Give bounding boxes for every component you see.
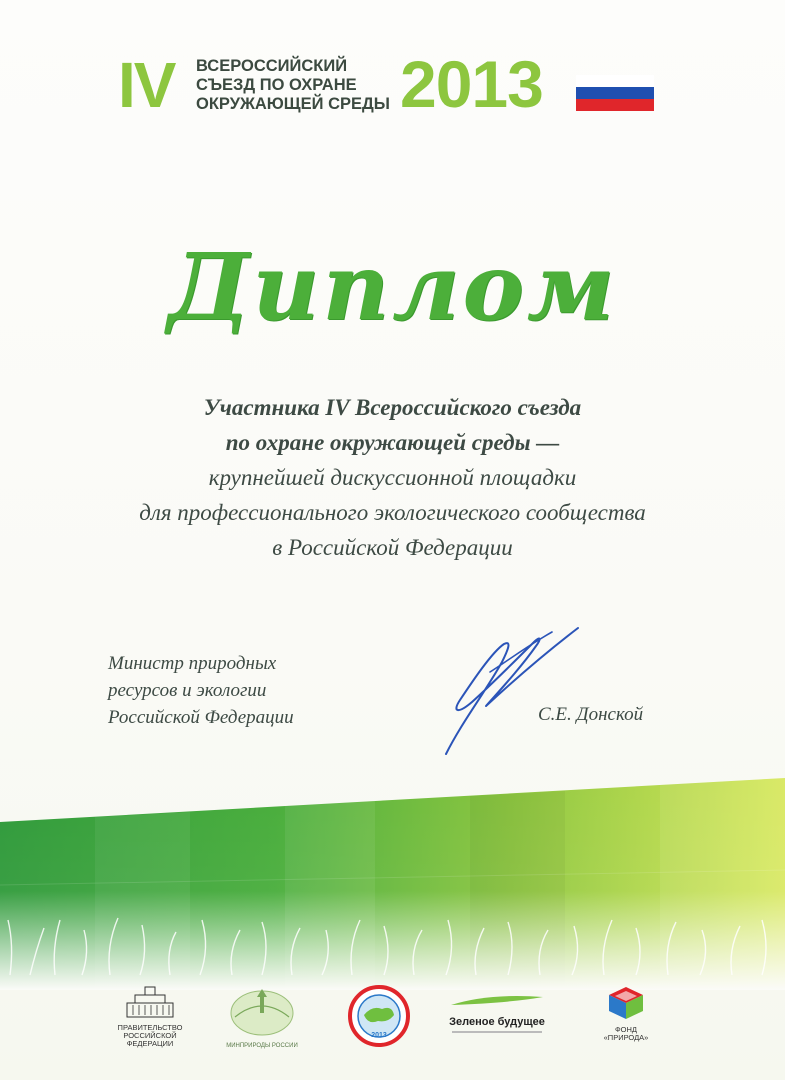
body-line: в Российской Федерации <box>272 535 513 560</box>
partner-logos <box>0 985 785 1065</box>
ministry-emblem-icon <box>229 987 295 1037</box>
fund-priroda-logo <box>596 985 656 1042</box>
congress-badge-year: 2013 <box>371 1032 387 1039</box>
signer-position <box>108 650 294 731</box>
roman-numeral: IV <box>118 49 175 121</box>
fund-logo-line: «ПРИРОДА» <box>603 1033 649 1042</box>
diploma-body <box>40 390 745 565</box>
green-grass-band <box>0 770 785 990</box>
green-future-logo <box>448 991 546 1033</box>
diploma-title: Диплом <box>167 233 618 341</box>
green-future-subtitle-line <box>452 1031 542 1033</box>
government-logo-line: РОССИЙСКОЙ <box>123 1031 177 1040</box>
body-line: для профессионального экологического сообщества <box>139 500 646 525</box>
handwritten-signature <box>432 622 592 762</box>
government-logo-line: ФЕДЕРАЦИИ <box>126 1039 174 1048</box>
flag-stripe-blue <box>576 87 654 99</box>
congress-header <box>118 47 658 125</box>
ministry-logo-text: МИНПРИРОДЫ РОССИИ <box>226 1043 298 1049</box>
fund-logo-line: ФОНД <box>614 1025 638 1034</box>
russian-flag-icon <box>576 75 654 111</box>
congress-badge-icon <box>348 985 410 1047</box>
congress-year: 2013 <box>400 47 543 121</box>
fund-cube-icon <box>607 985 645 1021</box>
congress-title-line: СЪЕЗД ПО ОХРАНЕ <box>196 76 357 94</box>
signer-position-line: Российской Федерации <box>108 707 294 728</box>
congress-title-line: ОКРУЖАЮЩЕЙ СРЕДЫ <box>196 95 390 113</box>
government-logo <box>115 985 185 1048</box>
congress-badge-logo <box>344 985 414 1052</box>
signer-name: С.Е. Донской <box>538 704 644 725</box>
body-line: крупнейшей дискуссионной площадки <box>208 465 577 490</box>
green-leaf-stroke-icon <box>449 991 545 1011</box>
government-building-icon <box>125 985 175 1019</box>
signer-position-line: ресурсов и экологии <box>108 680 267 701</box>
flag-stripe-white <box>576 75 654 87</box>
body-line: по охране окружающей среды — <box>225 430 560 455</box>
ministry-logo <box>226 987 298 1050</box>
signer-position-line: Министр природных <box>108 653 277 674</box>
government-logo-line: ПРАВИТЕЛЬСТВО <box>117 1023 183 1032</box>
green-future-title: Зеленое будущее <box>449 1016 545 1028</box>
flag-stripe-red <box>576 99 654 111</box>
congress-title <box>196 57 390 114</box>
congress-title-line: ВСЕРОССИЙСКИЙ <box>196 57 348 75</box>
body-line: Участника IV Всероссийского съезда <box>203 395 582 420</box>
